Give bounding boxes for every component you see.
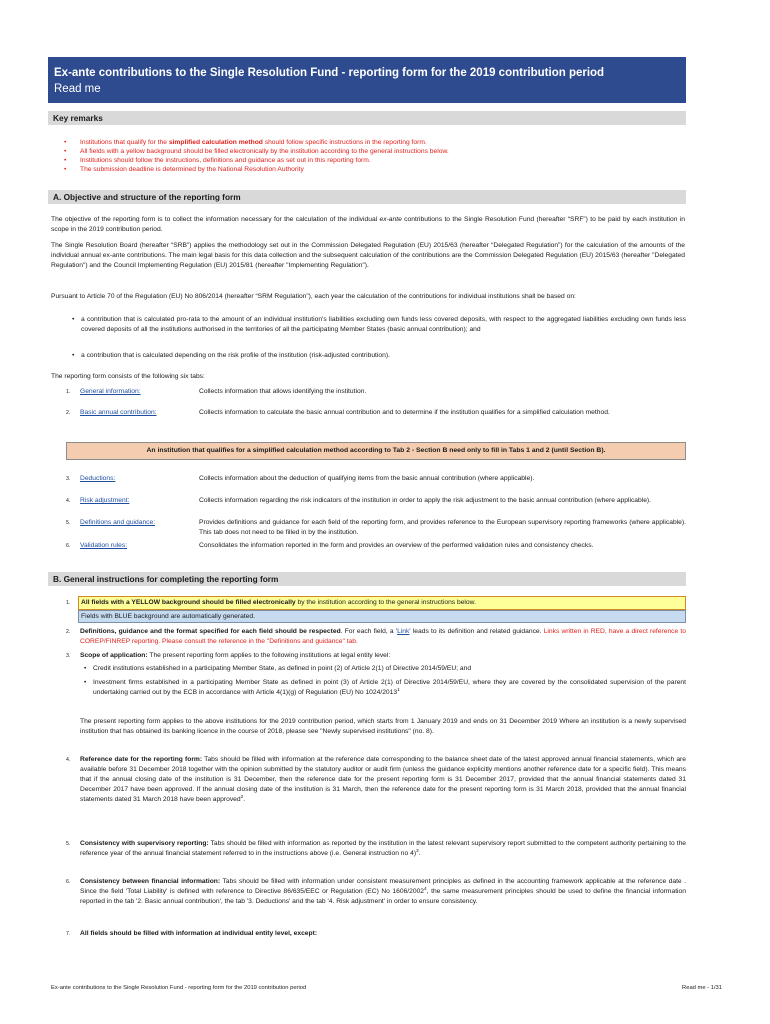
tab-row-deductions: 3. Deductions: Collects information about the deduction of qualifying items from the basic annual contribution (where applicable).	[66, 475, 535, 482]
footer-title: Ex-ante contributions to the Single Resolution Fund - reporting form for the 2019 contribution period	[51, 985, 307, 991]
section-b-heading: B. General instructions for completing the reporting form	[48, 572, 686, 586]
section-a-paragraph-2: The Single Resolution Board (hereafter “SRB”) applies the methodology set out in the Commission Delegated Regulation (EU) 2015/63 (hereafter “Delegated Regulation”) for the calculation of the amounts of the individual annual ex-ante contributions. The main legal basis for this data collection and the subsequent calculation of the contributions are the Commission Delegated Regulation (EU) 2015/63 (hereafter "Delegated Regulation") and the Council Implementing Regulation (EU) 2015/81 (hereafter "Implementing Regulation").	[51, 242, 685, 269]
instruction-2: 2. Definitions, guidance and the format specified for each field should be respected. For each field, a 'Link' leads to its definition and related guidance. Links written in RED, have a direct reference to COREP/FINREP reporting. Please consult the reference in the "Definitions and guidance" tab.	[66, 628, 686, 645]
title-banner	[48, 57, 686, 103]
instruction-4: 4. Reference date for the reporting form: Tabs should be filled with information at the reference date corresponding to the balance sheet date of the latest approved annual financial statements, which are available before 31 December 2018 together with the opinion submitted by the statutory auditor or audit firm (unless the guidance explicitly mentions another reference date for a specific field). This means that if the annual closing date of the institution is 31 December, then the reference date for the present reporting form is 31 December 2017, provided that the annual financial statements dated 31 December 2017 have been approved. If the annual closing date of the institution is 31 March, then the reference date for the present reporting form is 31 March 2018, provided that the annual financial statements dated 31 March 2018 have been approved$^2$.	[66, 756, 687, 803]
document-title: Ex-ante contributions to the Single Resolution Fund - reporting form for the 2019 contribution period	[54, 67, 605, 79]
simplified-method-note: An institution that qualifies for a simplified calculation method according to Tab 2 - Section B need only to fill in Tabs 1 and 2 (until Section B).	[66, 442, 686, 460]
document-subtitle: Read me	[54, 83, 101, 95]
bullet-item: • a contribution that is calculated depending on the risk profile of the institution (risk-adjusted contribution).	[72, 351, 686, 361]
tab-link-risk-adjustment[interactable]: Risk adjustment:	[80, 497, 130, 504]
instruction-3-paragraph: The present reporting form applies to the above institutions for the 2019 contribution period, which starts from 1 January 2019 and ends on 31 December 2019 Where an institution is a newly supervised institution that has obtained its banking licence in the course of 2018, please see "Newly supervised institutions" (no. 8).	[80, 718, 686, 735]
section-a-heading: A. Objective and structure of the reporting form	[48, 190, 686, 204]
key-remarks-heading: Key remarks	[48, 111, 686, 125]
scope-bullet-2	[84, 678, 686, 698]
tabs-intro: The reporting form consists of the following six tabs:	[51, 373, 205, 380]
key-remark-item: • All fields with a yellow background should be filled electronically by the institution according to the general instructions below.	[64, 147, 684, 156]
key-remarks-list	[64, 138, 684, 174]
scope-bullet-1	[84, 664, 686, 674]
tab-row-general-information: 1. General information: Collects information that allows identifying the institution.	[66, 388, 367, 395]
tab-row-risk-adjustment: 4. Risk adjustment: Collects information regarding the risk indicators of the institution in order to apply the risk adjustment to the basic annual contribution (where applicable).	[66, 497, 652, 504]
instruction-6: 6. Consistency between financial information: Tabs should be filled with information under consistent measurement principles as defined in the accounting framework applicable at the reference date . Since the field 'Total Liability' is defined with reference to Directive 86/635/EEC or Regulation (EC) No 1606/2002$^4$, the same measurement principles should be used to define the financial information reported in the tab '2. Basic annual contribution', the tab '3. Deductions' and the tab '4. Risk adjustment' in order to ensure consistency.	[66, 878, 686, 905]
blue-fields-legend: Fields with BLUE background are automatically generated.	[78, 610, 686, 623]
tab-link-deductions[interactable]: Deductions:	[80, 475, 116, 482]
instruction-3: 3. Scope of application: The present reporting form applies to the following institutions at legal entity level:	[66, 652, 391, 659]
tab-link-basic-annual-contribution[interactable]: Basic annual contribution:	[80, 409, 157, 416]
tab-link-definitions-guidance[interactable]: Definitions and guidance:	[80, 519, 156, 526]
instruction-1-number: 1.	[66, 600, 71, 606]
key-remark-item: • Institutions should follow the instructions, definitions and guidance as set out in this reporting form.	[64, 156, 684, 165]
tab-link-validation-rules[interactable]: Validation rules:	[80, 542, 128, 549]
key-remark-item: • Institutions that qualify for the simplified calculation method should follow specific instructions in the reporting form.	[64, 138, 684, 147]
scope-item: • Investment firms established in a participating Member State as defined in point (3) of Article 2(1) of Directive 2014/59/EU, where they are covered by the consolidated supervision of the parent undertaking carried out by the ECB in accordance with Article 4(1)(g) of Regulation (EU) No 1024/2013$^1$	[84, 678, 686, 698]
key-remark-item: • The submission deadline is determined by the National Resolution Authority	[64, 165, 684, 174]
section-a-paragraph-3: Pursuant to Article 70 of the Regulation (EU) No 806/2014 (hereafter “SRM Regulation”), each year the calculation of the contributions for individual institutions shall be based on:	[51, 293, 576, 300]
link-example[interactable]: Link	[397, 628, 410, 635]
instruction-7: 7. All fields should be filled with information at individual entity level, except:	[66, 930, 318, 937]
section-a-paragraph-1: The objective of the reporting form is to collect the information necessary for the calculation of the individual ex-ante contributions to the Single Resolution Fund (hereafter “SRF”) to be paid by each institution in scope in the 2019 contribution period.	[51, 216, 686, 233]
scope-item: • Credit institutions established in a participating Member State, as defined in point (2) of Article 2(1) of Directive 2014/59/EU; and	[84, 664, 686, 674]
instruction-5: 5. Consistency with supervisory reporting: Tabs should be filled with information as reported by the institution in the latest relevant supervisory report submitted to the competent authority pertaining to the reference year of the annual financial statement referred to in the instructions above (i.e. General instruction no 4)$^3$.	[66, 840, 687, 857]
contribution-bullets-2	[72, 351, 686, 361]
yellow-fields-legend: All fields with a YELLOW background should be filled electronically by the institution according to the general instructions below.	[78, 596, 686, 610]
tab-row-basic-annual-contribution: 2. Basic annual contribution: Collects information to calculate the basic annual contribution and to determine if the institution qualifies for a simplified calculation method.	[66, 409, 610, 416]
bullet-item: • a contribution that is calculated pro-rata to the amount of an individual institution's liabilities excluding own funds less covered deposits, with respect to the aggregated liabilities excluding own funds less covered deposits of all the institutions authorised in the territories of all the participating Member States (basic annual contribution); and	[72, 315, 686, 335]
contribution-bullets	[72, 315, 686, 335]
tab-row-validation-rules: 6. Validation rules: Consolidates the information reported in the form and provides an overview of the performed validation rules and consistency checks.	[66, 542, 594, 549]
tab-link-general-information[interactable]: General information:	[80, 388, 141, 395]
footer-page-number: Read me - 1/31	[682, 985, 722, 991]
tab-row-definitions-guidance: 5. Definitions and guidance: Provides definitions and guidance for each field of the reporting form, and provides reference to the European supervisory reporting frameworks (where applicable). This tab does not need to be filled in by the institution.	[66, 519, 686, 536]
